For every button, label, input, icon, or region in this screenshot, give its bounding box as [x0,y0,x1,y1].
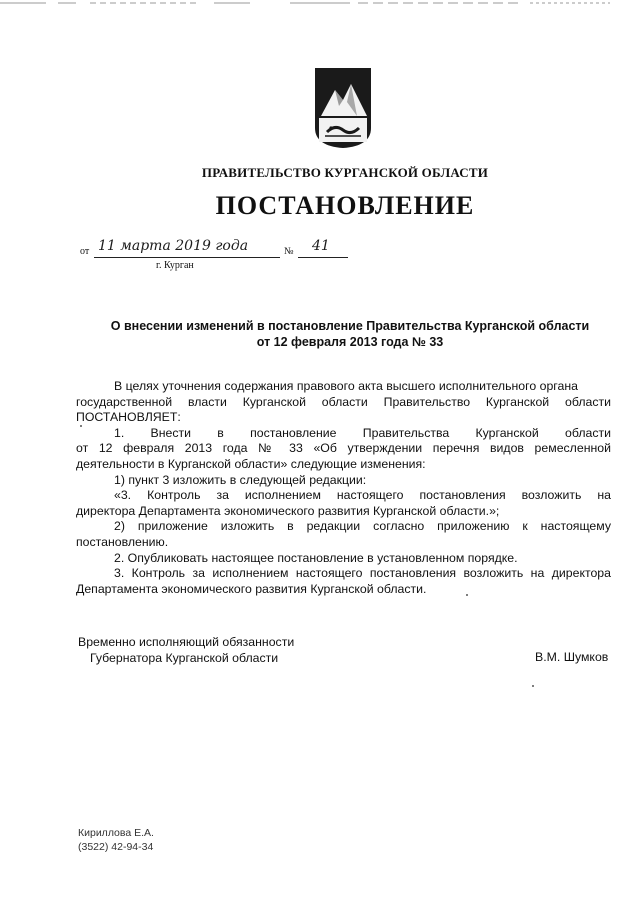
body-para-6: 2. Опубликовать настоящее постановление в установленном порядке. [114,550,518,565]
body-para-7-line-2: Департамента экономического развития Курганской области. [76,581,427,596]
body-para-5-line-1: 2) приложение изложить в редакции согласно приложению к настоящему [114,519,611,534]
body-para-4-line-2: директора Департамента экономического развития Курганской области.»; [76,503,500,518]
government-title: ПРАВИТЕЛЬСТВО КУРГАНСКОЙ ОБЛАСТИ [201,165,489,180]
scan-dot [80,425,82,427]
signatory-name: В.М. Шумков [535,650,609,664]
date-prefix: от [80,246,90,257]
body-para-3: 1) пункт 3 изложить в следующей редакции: [114,472,367,487]
subject-line-1: О внесении изменений в постановление Правительства Курганской области [110,319,590,333]
number-handwritten: 41 [312,238,330,254]
document-type-title: ПОСТАНОВЛЕНИЕ [215,191,475,220]
subject-line-2: от 12 февраля 2013 года № 33 [256,335,444,349]
body-para-1-line-1: В целях уточнения содержания правового акта высшего исполнительного органа [114,379,578,393]
document-body [76,379,611,597]
body-para-2-line-3: деятельности в Курганской области» следующие изменения: [76,456,426,471]
coat-of-arms-icon [313,66,373,150]
signatory-position-line-2: Губернатора Курганской области [90,651,279,665]
city-label: г. Курган [156,260,194,271]
scan-artifact-line [0,0,640,6]
date-handwritten: 11 марта 2019 года [98,238,249,254]
number-prefix: № [284,246,294,257]
scan-dot [466,594,468,596]
executor-phone: (3522) 42-94-34 [78,841,154,853]
body-para-5-line-2: постановлению. [76,534,169,549]
number-field [298,240,348,258]
body-para-4-line-1: «3. Контроль за исполнением настоящего постановления возложить на [114,488,611,503]
signatory-position [78,634,294,666]
date-field [94,240,280,258]
document-subject [80,318,620,350]
body-para-2-line-2: от 12 февраля 2013 года № 33 «Об утверждении перечня видов ремесленной [76,441,611,456]
body-para-2-line-1: 1. Внести в постановление Правительства Курганской области [114,425,611,440]
body-para-1-line-3: ПОСТАНОВЛЯЕТ: [76,410,181,425]
scan-dot [532,685,534,687]
body-para-1-line-2: государственной власти Курганской области Правительство Курганской области [76,394,611,409]
body-para-7-line-1: 3. Контроль за исполнением настоящего постановления возложить на директора [114,566,611,581]
executor-name: Кириллова Е.А. [78,827,154,839]
executor-info [78,826,154,854]
signatory-position-line-1: Временно исполняющий обязанности [78,635,295,649]
